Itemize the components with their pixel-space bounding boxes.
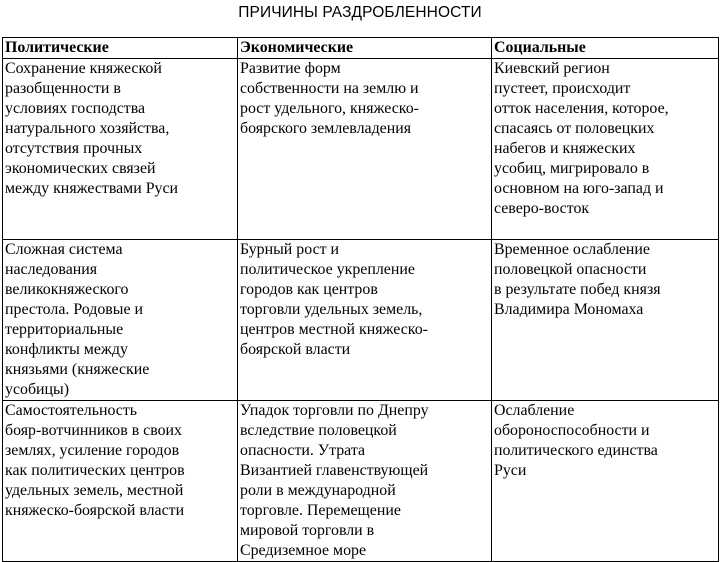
table-cell: Киевский регион пустеет, происходит отток населения, которое, спасаясь от половецких набегов и княжеских усобиц, мигрировало в основном на юго-запад и северо-восток: [492, 59, 719, 240]
table-row: [3, 240, 719, 401]
table-cell: Упадок торговли по Днепру вследствие половецкой опасности. Утрата Византией главенствующей роли в международной торговле. Перемещение мировой торговли в Средиземное море: [238, 401, 492, 562]
table-cell: Сложная система наследования великокняжеского престола. Родовые и территориальные конфликты между князьями (княжеские усобицы): [3, 240, 238, 401]
causes-table: [2, 37, 719, 562]
table-cell: Самостоятельность бояр-вотчинников в своих землях, усиление городов как политических центров удельных земель, местной княжеско-боярской власти: [3, 401, 238, 562]
header-political: Политические: [3, 38, 238, 59]
page-title: ПРИЧИНЫ РАЗДРОБЛЕННОСТИ: [238, 4, 482, 21]
table-row: [3, 59, 719, 240]
table-cell: Бурный рост и политическое укрепление городов как центров торговли удельных земель, центров местной княжеско- боярской власти: [238, 240, 492, 401]
table-cell: Сохранение княжеской разобщенности в условиях господства натурального хозяйства, отсутствия прочных экономических связей между княжествами Руси: [3, 59, 238, 240]
table-row: [3, 401, 719, 562]
table-cell: Временное ослабление половецкой опасности в результате побед князя Владимира Мономаха: [492, 240, 719, 401]
table-cell: Ослабление обороноспособности и политического единства Руси: [492, 401, 719, 562]
header-social: Социальные: [492, 38, 719, 59]
table-cell: Развитие форм собственности на землю и рост удельного, княжеско- боярского землевладения: [238, 59, 492, 240]
header-economic: Экономические: [238, 38, 492, 59]
table-header-row: [3, 38, 719, 59]
